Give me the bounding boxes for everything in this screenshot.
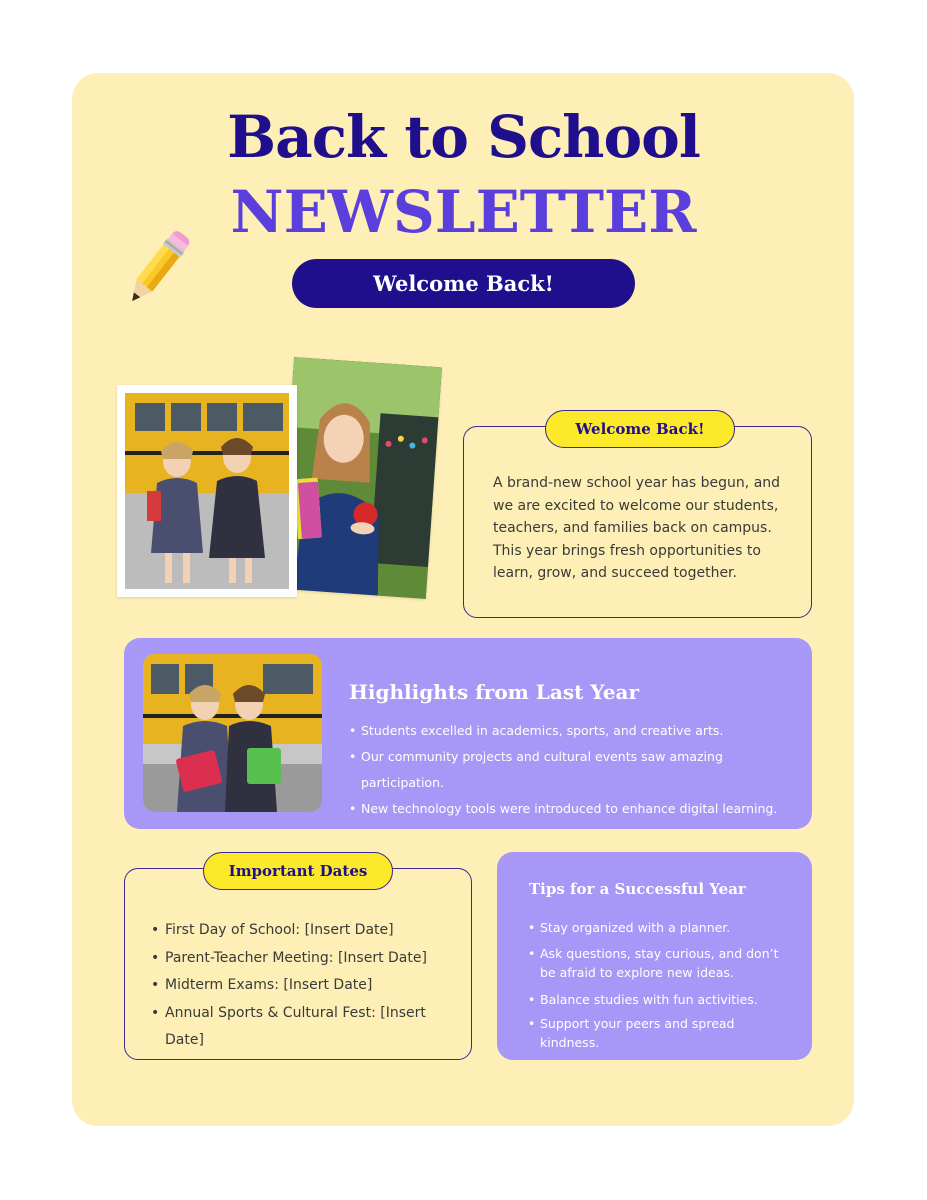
welcome-back-tag: Welcome Back! <box>545 410 735 448</box>
list-item: • Annual Sports & Cultural Fest: [Insert Date] <box>151 1000 466 1055</box>
school-bus-photo <box>117 385 297 597</box>
list-item: • Balance studies with fun activities. <box>528 990 796 1009</box>
highlights-title: Highlights from Last Year <box>349 680 640 704</box>
list-item: • Students excelled in academics, sports, and creative arts. <box>349 718 799 744</box>
important-dates-tag: Important Dates <box>203 852 393 890</box>
highlights-photo <box>143 654 322 812</box>
highlights-list <box>349 718 799 822</box>
list-item: • Midterm Exams: [Insert Date] <box>151 972 466 1000</box>
important-dates-list <box>151 917 466 1055</box>
list-item: • Stay organized with a planner. <box>528 918 796 937</box>
list-item: • Support your peers and spread kindness. <box>528 1014 796 1052</box>
list-item: • New technology tools were introduced to enhance digital learning. <box>349 796 799 822</box>
pencil-icon <box>112 222 204 314</box>
title-newsletter: NEWSLETTER <box>230 178 697 246</box>
list-item: • First Day of School: [Insert Date] <box>151 917 466 945</box>
welcome-back-banner: Welcome Back! <box>292 259 635 308</box>
list-item: • Our community projects and cultural events saw amazing participation. <box>349 744 799 796</box>
tips-list <box>528 918 796 1052</box>
tips-title: Tips for a Successful Year <box>529 880 746 898</box>
girl-with-books-photo <box>278 357 442 599</box>
list-item: • Parent-Teacher Meeting: [Insert Date] <box>151 945 466 973</box>
welcome-back-text: A brand-new school year has begun, and we are excited to welcome our students, teachers, and families back on campus. This year brings fresh opportunities to learn, grow, and succeed together. <box>493 475 781 581</box>
title-back-to-school: Back to School <box>227 103 700 171</box>
list-item: • Ask questions, stay curious, and don’t be afraid to explore new ideas. <box>528 944 796 982</box>
